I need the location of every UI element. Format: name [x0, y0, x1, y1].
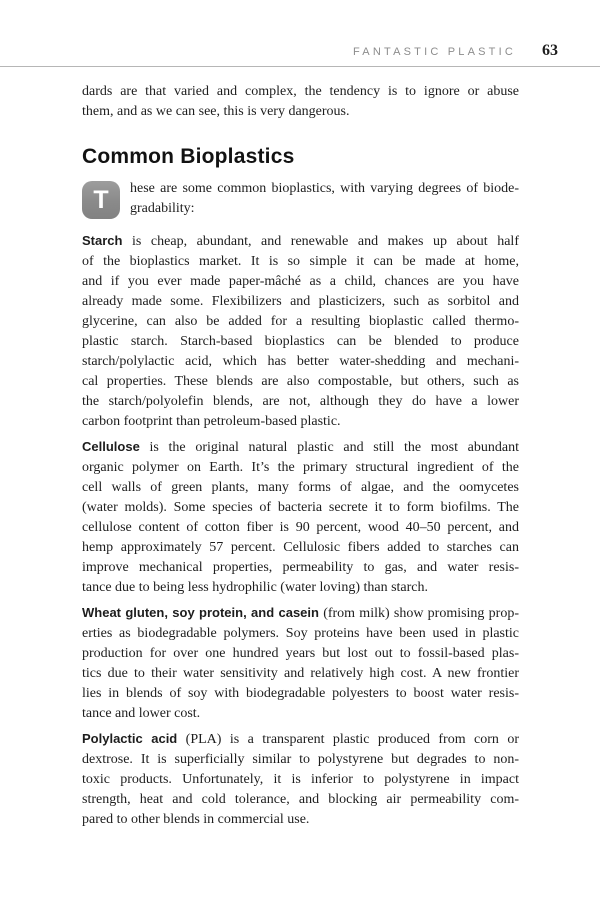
text-line: improve mechanical properties, permeability to gas, and water resis-: [82, 560, 519, 575]
text-line: of the bioplastics market. It is so simple it can be made at home,: [82, 254, 519, 269]
text-line: tance and lower cost.: [82, 706, 201, 721]
body-paragraphs: [82, 231, 519, 830]
text-line: starch/polylactic acid, which has better water-shedding and mechani-: [82, 354, 519, 369]
header-rule: [0, 66, 600, 67]
section-heading: Common Bioplastics: [82, 145, 295, 168]
running-title: FANTASTIC PLASTIC: [353, 46, 516, 58]
text-line: strength, heat and cold tolerance, and blocking air permeability com-: [82, 792, 519, 807]
text-line: dards are that varied and complex, the tendency is to ignore or abuse: [82, 84, 519, 99]
text-line: Wheat gluten, soy protein, and casein (from milk) show promising prop-: [82, 605, 519, 621]
text-line: carbon footprint than petroleum-based plastic.: [82, 414, 341, 429]
paragraph: [82, 603, 519, 724]
text-line: cell walls of green plants, many forms of algae, and the oomycetes: [82, 480, 519, 495]
text-line: cellulose content of cotton fiber is 90 percent, wood 40–50 percent, and: [82, 520, 519, 535]
text-line: glycerine, can also be added for a resulting bioplastic called thermo-: [82, 314, 519, 329]
paragraph: [82, 231, 519, 432]
text-line: toxic products. Unfortunately, it is inferior to polystyrene in impact: [82, 772, 519, 787]
paragraph-lead-in: Polylactic acid: [82, 731, 178, 746]
text-line: gradability:: [130, 201, 195, 216]
text-line: (water molds). Some species of bacteria secrete it to form biofilms. The: [82, 500, 519, 515]
dropcap-letter: T: [93, 185, 109, 214]
text-line: tance due to being less hydrophilic (water loving) than starch.: [82, 580, 429, 595]
text-line: plastic starch. Starch-based bioplastics can be blended to produce: [82, 334, 519, 349]
text-line: hemp approximately 57 percent. Cellulosic fibers added to starches can: [82, 540, 519, 555]
text-line: Starch is cheap, abundant, and renewable and makes up about half: [82, 233, 519, 249]
paragraph-lead-in: Wheat gluten, soy protein, and casein: [82, 605, 319, 620]
text-block: [82, 80, 519, 830]
paragraph: [82, 437, 519, 598]
text-line: production for over one hundred years but lost out to fossil-based plas-: [82, 646, 519, 661]
text-line: already made some. Flexibilizers and plasticizers, such as sorbitol and: [82, 294, 519, 309]
intro-paragraph: [82, 82, 519, 122]
text-line: hese are some common bioplastics, with varying degrees of biode-: [130, 181, 519, 196]
text-line: Cellulose is the original natural plastic and still the most abundant: [82, 439, 519, 455]
text-line: and if you ever made paper-mâché as a child, chances are you have: [82, 274, 519, 289]
page-number: 63: [542, 42, 558, 59]
text-line: Polylactic acid (PLA) is a transparent plastic produced from corn or: [82, 731, 519, 747]
dropcap-letter-box: [82, 181, 120, 219]
paragraph-lead-in: Cellulose: [82, 439, 140, 454]
dropcap-text: [130, 179, 519, 219]
text-line: tics due to their water sensitivity and relatively high cost. A new frontier: [82, 666, 519, 681]
text-line: erties as biodegradable polymers. Soy proteins have been used in plastic: [82, 626, 519, 641]
text-line: the starch/polyolefin blends, are not, although they do have a lower: [82, 394, 519, 409]
paragraph: [82, 729, 519, 830]
paragraph-lead-in: Starch: [82, 233, 123, 248]
text-line: cal properties. These blends are also compostable, but others, such as: [82, 374, 519, 389]
text-line: organic polymer on Earth. It’s the primary structural ingredient of the: [82, 460, 519, 475]
text-line: them, and as we can see, this is very dangerous.: [82, 104, 350, 119]
text-line: pared to other blends in commercial use.: [82, 812, 310, 827]
running-head: [0, 42, 558, 60]
text-line: lies in blends of soy with biodegradable polyesters to boost water resis-: [82, 686, 519, 701]
text-line: dextrose. It is superficially similar to polystyrene but degrades to non-: [82, 752, 519, 767]
dropcap-paragraph: [82, 179, 519, 219]
